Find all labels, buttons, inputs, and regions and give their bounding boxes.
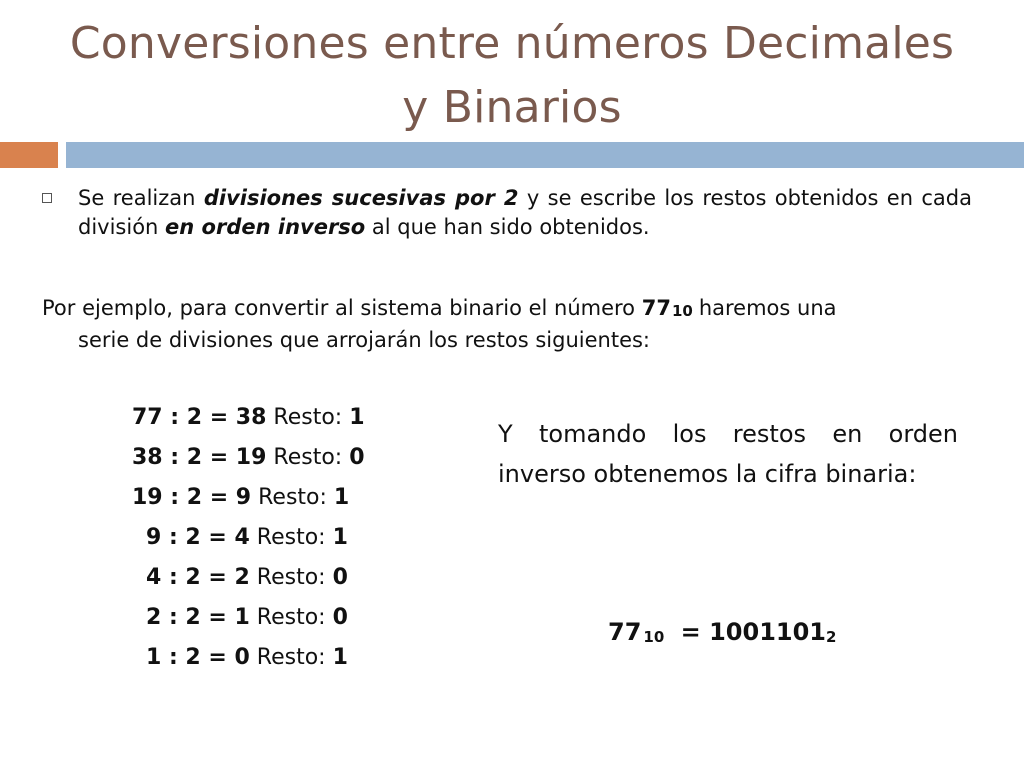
division-line [132, 638, 432, 678]
accent-bar-orange [0, 142, 58, 168]
remainder-label: Resto: [258, 485, 327, 510]
division-indent [132, 525, 146, 550]
square-bullet-icon [42, 193, 52, 203]
bullet-text [78, 184, 972, 242]
result-binary-base: 2 [826, 628, 837, 646]
remainder-label: Resto: [273, 405, 343, 430]
bullet-text-2: y se escribe los restos obtenidos en cada división [78, 186, 973, 239]
bullet-text-3: al que han sido obtenidos. [365, 215, 650, 239]
result-binary: 1001101 [709, 618, 827, 646]
division-expression: 77 : 2 = 38 [132, 405, 267, 430]
remainder-value: 1 [333, 485, 350, 510]
division-expression: 38 : 2 = 19 [132, 445, 267, 470]
division-expression: 2 : 2 = 1 [146, 605, 250, 630]
example-text-after: haremos una [698, 296, 837, 320]
division-list [132, 398, 432, 678]
remainder-value: 1 [349, 405, 365, 430]
division-indent [132, 605, 146, 630]
division-expression: 19 : 2 = 9 [132, 485, 252, 510]
division-line [132, 558, 432, 598]
example-base: 10 [671, 302, 693, 320]
division-expression: 4 : 2 = 2 [146, 565, 250, 590]
remainder-value: 0 [332, 565, 348, 590]
remainder-value: 0 [332, 605, 348, 630]
remainder-label: Resto: [273, 445, 343, 470]
example-line-2: serie de divisiones que arrojarán los restos siguientes: [78, 328, 651, 352]
remainder-value: 0 [349, 445, 365, 470]
division-line [132, 598, 432, 638]
example-line-1 [42, 294, 972, 326]
remainder-label: Resto: [256, 525, 326, 550]
remainder-label: Resto: [256, 645, 326, 670]
division-line [132, 438, 432, 478]
bullet-text-1: Se realizan [78, 186, 204, 210]
remainder-label: Resto: [256, 565, 326, 590]
division-indent [132, 565, 146, 590]
division-expression: 1 : 2 = 0 [146, 645, 250, 670]
example-number: 77 [641, 296, 671, 320]
conclusion-text: Y tomando los restos en orden inverso obtenemos la cifra binaria: [498, 420, 958, 488]
division-expression: 9 : 2 = 4 [146, 525, 250, 550]
binary-result [608, 618, 836, 646]
slide-title-line2: y Binarios [402, 82, 622, 133]
result-decimal-base: 10 [643, 628, 665, 646]
result-decimal: 77 [608, 618, 642, 646]
example-paragraph [42, 294, 972, 355]
division-line [132, 398, 432, 438]
remainder-label: Resto: [256, 605, 326, 630]
division-indent [132, 645, 146, 670]
remainder-value: 1 [332, 525, 348, 550]
example-text-before: Por ejemplo, para convertir al sistema binario el número [42, 296, 642, 320]
bullet-emphasis-2: en orden inverso [165, 215, 366, 239]
result-equals: = [672, 618, 710, 646]
remainder-value: 1 [332, 645, 348, 670]
slide-title-line1: Conversiones entre números Decimales [69, 18, 955, 69]
division-line [132, 478, 432, 518]
slide-title [40, 12, 984, 140]
division-line [132, 518, 432, 558]
accent-bar-blue [66, 142, 1024, 168]
bullet-emphasis-1: divisiones sucesivas por 2 [203, 186, 519, 210]
bullet-item [42, 184, 972, 242]
